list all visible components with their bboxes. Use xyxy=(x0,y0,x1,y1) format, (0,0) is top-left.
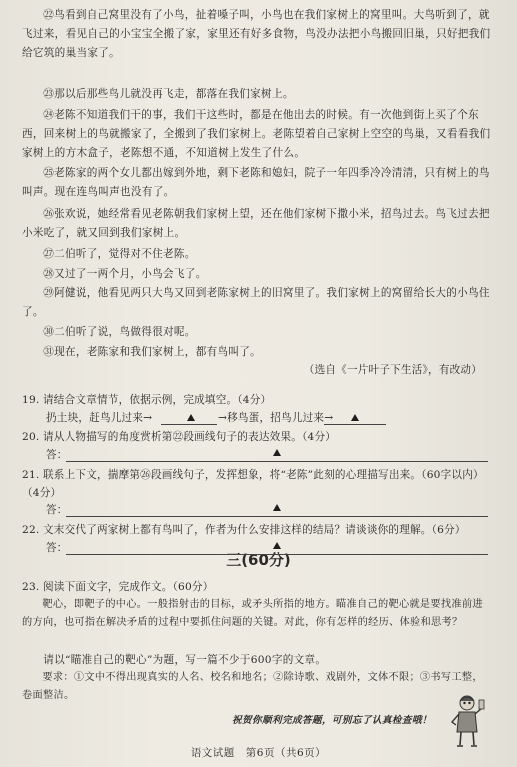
essay-requirements: 要求：①文中不得出现真实的人名、校名和地名；②除诗歌、戏剧外，文体不限；③书写工整，卷面整洁。 xyxy=(22,672,483,701)
triangle-icon xyxy=(187,414,195,421)
q20-answer-label: 答： xyxy=(46,449,68,461)
triangle-icon xyxy=(273,504,281,511)
triangle-icon xyxy=(351,414,359,421)
congrats-message: 祝贺你顺利完成答题，可别忘了认真检查哦！ xyxy=(232,715,432,726)
q22-answer-label: 答： xyxy=(46,542,68,554)
q19-chain-middle: →移鸟蛋，招鸟儿过来→ xyxy=(218,412,334,424)
question-22: 22. 文末交代了两家树上都有鸟叫了，作者为什么安排这样的结局？请谈谈你的理解。（6分） xyxy=(22,524,466,536)
paragraph-27: ㉗二伯听了，觉得对不住老陈。 xyxy=(43,248,196,260)
section-title: 三(60分) xyxy=(226,551,291,569)
essay-task: 请以“瞄准自己的靶心”为题，写一篇不少于600字的文章。 xyxy=(43,654,327,666)
q22-answer-line[interactable] xyxy=(66,554,488,555)
mascot-illustration xyxy=(448,692,486,748)
paragraph-26: ㉖张欢说，她经常看见老陈朝我们家树上望，还在他们家树下撒小米，招鸟过去。鸟飞过去把小米吃了，就又回到我们家树上。 xyxy=(22,208,490,239)
q19-blank-1[interactable] xyxy=(161,424,217,425)
paragraph-23: ㉓那以后那些鸟儿就没再飞走，都落在我们家树上。 xyxy=(43,88,294,100)
q19-blank-2[interactable] xyxy=(324,424,386,425)
question-19: 19. 请结合文章情节，依据示例，完成填空。（4分） xyxy=(22,394,272,406)
question-21: 21. 联系上下文，揣摩第㉖段画线句子，发挥想象，将“老陈”此刻的心理描写出来。（60字以内）（4分） xyxy=(22,469,484,499)
q20-answer-line[interactable] xyxy=(66,461,488,462)
triangle-icon xyxy=(273,542,281,549)
source-note: （选自《一片叶子下生活》，有改动） xyxy=(303,364,482,376)
q21-answer-label: 答： xyxy=(46,504,68,516)
essay-prompt: 靶心，即靶子的中心。一般指射击的目标，或矛头所指的地方。瞄准自己的靶心就是要找准前进的方向，也可指在解决矛盾的过程中要抓住问题的关键。对此，你有怎样的经历、体验和思考？ xyxy=(22,599,483,628)
page-footer: 语文试题 第6页（共6页） xyxy=(190,747,327,759)
paragraph-30: ㉚二伯听了说，鸟做得很对呢。 xyxy=(43,326,196,338)
paragraph-24: ㉔老陈不知道我们干的事，我们干这些时，都是在他出去的时候。有一次他到街上买了个东西，回来树上的鸟就搬家了，全搬到了我们家树上。老陈望着自己家树上空空的鸟巢，又看看我们家树上的方木盒子，老陈想不通，不知道树上发生了什么。 xyxy=(22,109,491,159)
question-20: 20. 请从人物描写的角度赏析第㉒段画线句子的表达效果。（4分） xyxy=(22,431,337,443)
q19-chain-start: 扔土块，赶鸟儿过来→ xyxy=(46,412,153,424)
paragraph-31: ㉛现在，老陈家和我们家树上，都有鸟叫了。 xyxy=(43,346,262,358)
question-23: 23. 阅读下面文字，完成作文。（60分） xyxy=(22,581,214,593)
paragraph-25: ㉕老陈家的两个女儿都出嫁到外地，剩下老陈和媳妇，院子一年四季冷冷清清，只有树上的鸟叫声。现在连鸟叫声也没有了。 xyxy=(22,167,490,198)
paragraph-28: ㉘又过了一两个月，小鸟会飞了。 xyxy=(43,268,207,280)
paragraph-22: ㉒鸟看到自己窝里没有了小鸟，扯着嗓子叫，小鸟也在我们家树上的窝里叫。大鸟听到了，就飞过来，看见自己的小宝宝全搬了家，家里还有好多食物，鸟没办法把小鸟搬回旧巢，只好把我们给它筑的巢当家了。 xyxy=(22,9,491,59)
triangle-icon xyxy=(273,449,281,456)
paragraph-29: ㉙阿健说，他看见两只大鸟又回到老陈家树上的旧窝里了。我们家树上的窝留给长大的小鸟住了。 xyxy=(22,287,490,318)
q21-answer-line[interactable] xyxy=(66,516,488,517)
